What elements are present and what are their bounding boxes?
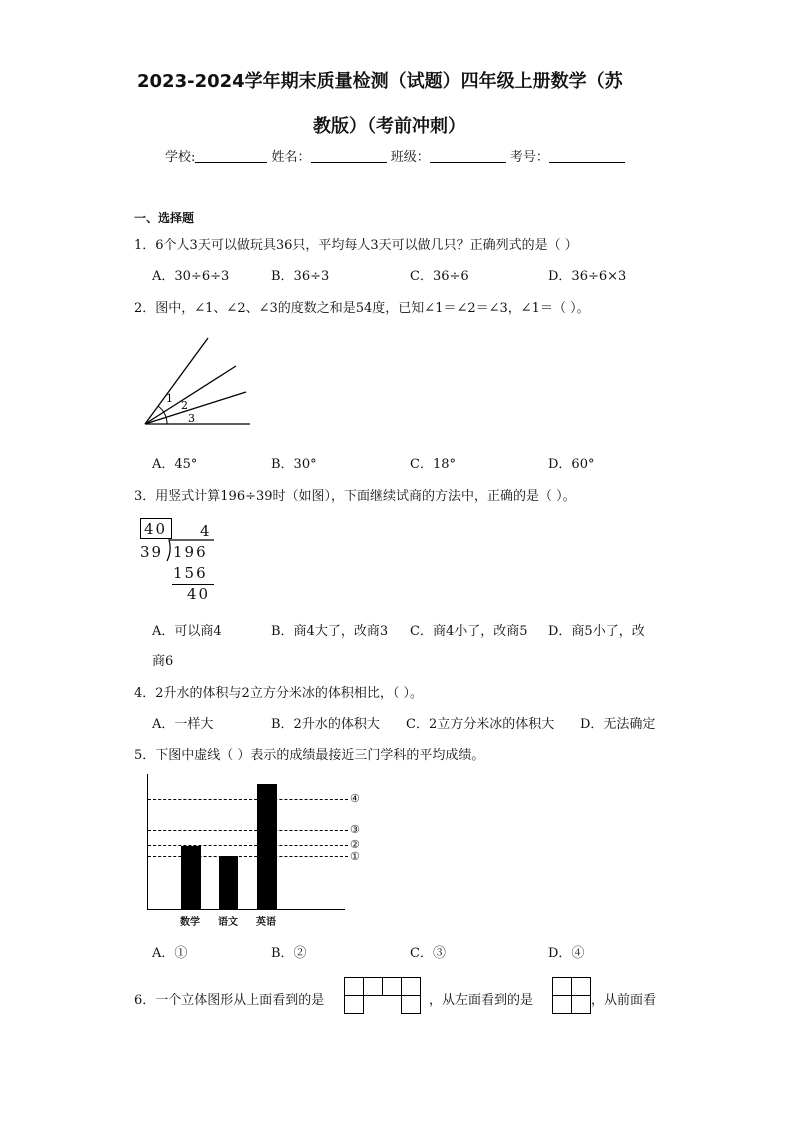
dashed-line-1 <box>148 856 348 857</box>
angle-label-2: 2 <box>181 399 188 412</box>
long-division-figure <box>140 518 230 606</box>
q1-option-b: B．36÷3 <box>271 269 330 284</box>
divisor: 39 <box>140 543 164 561</box>
bar-chinese <box>219 856 238 909</box>
score-bar-chart <box>130 770 380 930</box>
q4-option-c: C．2立方分米冰的体积大 <box>406 717 555 732</box>
left-view-grid <box>552 977 591 1014</box>
q5-option-c: C．③ <box>410 946 446 961</box>
q3-option-a: A．可以商4 <box>152 624 222 639</box>
q1-option-a: A．30÷6÷3 <box>152 269 230 284</box>
remainder: 40 <box>187 585 211 603</box>
line-label-2: ② <box>350 838 360 851</box>
top-view-grid <box>344 977 421 1014</box>
line-label-4: ④ <box>350 792 360 805</box>
line-label-3: ③ <box>350 823 360 836</box>
dashed-line-3 <box>148 830 348 831</box>
question-3-stem: 3．用竖式计算196÷39时（如图），下面继续试商的方法中，正确的是（ ）。 <box>134 489 576 504</box>
x-label-english: 英语 <box>256 917 276 928</box>
q5-option-a: A．① <box>152 946 188 961</box>
q5-option-d: D．④ <box>548 946 585 961</box>
product: 156 <box>173 564 208 582</box>
question-6-stem-a: 6．一个立体图形从上面看到的是 <box>134 993 325 1008</box>
title-line-1: 2023-2024学年期末质量检测（试题）四年级上册数学（苏 <box>137 71 623 92</box>
question-1-stem: 1．6个人3天可以做玩具36只，平均每人3天可以做几只？正确列式的是（ ） <box>134 238 578 253</box>
angle-label-3: 3 <box>188 412 195 425</box>
question-2-stem: 2．图中，∠1、∠2、∠3的度数之和是54度，已知∠1＝∠2＝∠3，∠1＝（ ）。 <box>134 301 590 316</box>
angle-label-1: 1 <box>166 392 173 405</box>
q2-option-a: A．45° <box>152 457 198 472</box>
angle-ray-1 <box>145 338 208 424</box>
q4-option-d: D．无法确定 <box>580 717 656 732</box>
student-info-line <box>165 146 625 165</box>
x-label-math: 数学 <box>180 917 200 928</box>
bar-english <box>257 784 277 909</box>
bar-math <box>181 846 201 909</box>
boxed-trial: 40 <box>144 520 168 538</box>
quotient: 4 <box>200 522 210 540</box>
school-label: 学校: <box>165 150 196 165</box>
q4-option-b: B．2升水的体积大 <box>271 717 380 732</box>
q2-option-b: B．30° <box>271 457 317 472</box>
chart-x-axis <box>147 909 345 910</box>
number-label: 考号： <box>509 150 549 165</box>
line-label-1: ① <box>350 850 360 863</box>
angle-figure <box>140 336 260 428</box>
dashed-line-2 <box>148 845 348 846</box>
q4-option-a: A．一样大 <box>152 717 214 732</box>
q5-option-b: B．② <box>271 946 307 961</box>
dashed-line-4 <box>148 799 348 800</box>
q1-option-d: D．36÷6×3 <box>548 269 627 284</box>
q2-option-c: C．18° <box>410 457 456 472</box>
q3-option-c: C．商4小了，改商5 <box>410 624 528 639</box>
q3-option-d: D．商5小了，改 <box>548 624 645 639</box>
school-blank <box>195 150 267 163</box>
q3-option-b: B．商4大了，改商3 <box>271 624 389 639</box>
question-5-stem: 5．下图中虚线（ ）表示的成绩最接近三门学科的平均成绩。 <box>134 748 485 763</box>
title-line-2: 教版）（考前冲刺） <box>313 116 466 137</box>
question-4-stem: 4．2升水的体积与2立方分米冰的体积相比，（ ）。 <box>134 686 423 701</box>
x-label-chinese: 语文 <box>218 917 238 928</box>
name-blank <box>311 150 387 163</box>
number-blank <box>549 150 625 163</box>
chart-y-axis <box>147 774 148 910</box>
dividend: 196 <box>173 543 208 561</box>
question-6-stem-b: ，从左面看到的是 <box>429 993 534 1008</box>
question-6-stem-c: ，从前面看 <box>591 993 657 1008</box>
q1-option-c: C．36÷6 <box>410 269 469 284</box>
q2-option-d: D．60° <box>548 457 595 472</box>
class-label: 班级： <box>390 150 430 165</box>
name-label: 姓名： <box>271 150 311 165</box>
section-heading: 一、选择题 <box>134 211 195 225</box>
q3-option-d-wrap: 商6 <box>152 654 174 669</box>
class-blank <box>430 150 506 163</box>
